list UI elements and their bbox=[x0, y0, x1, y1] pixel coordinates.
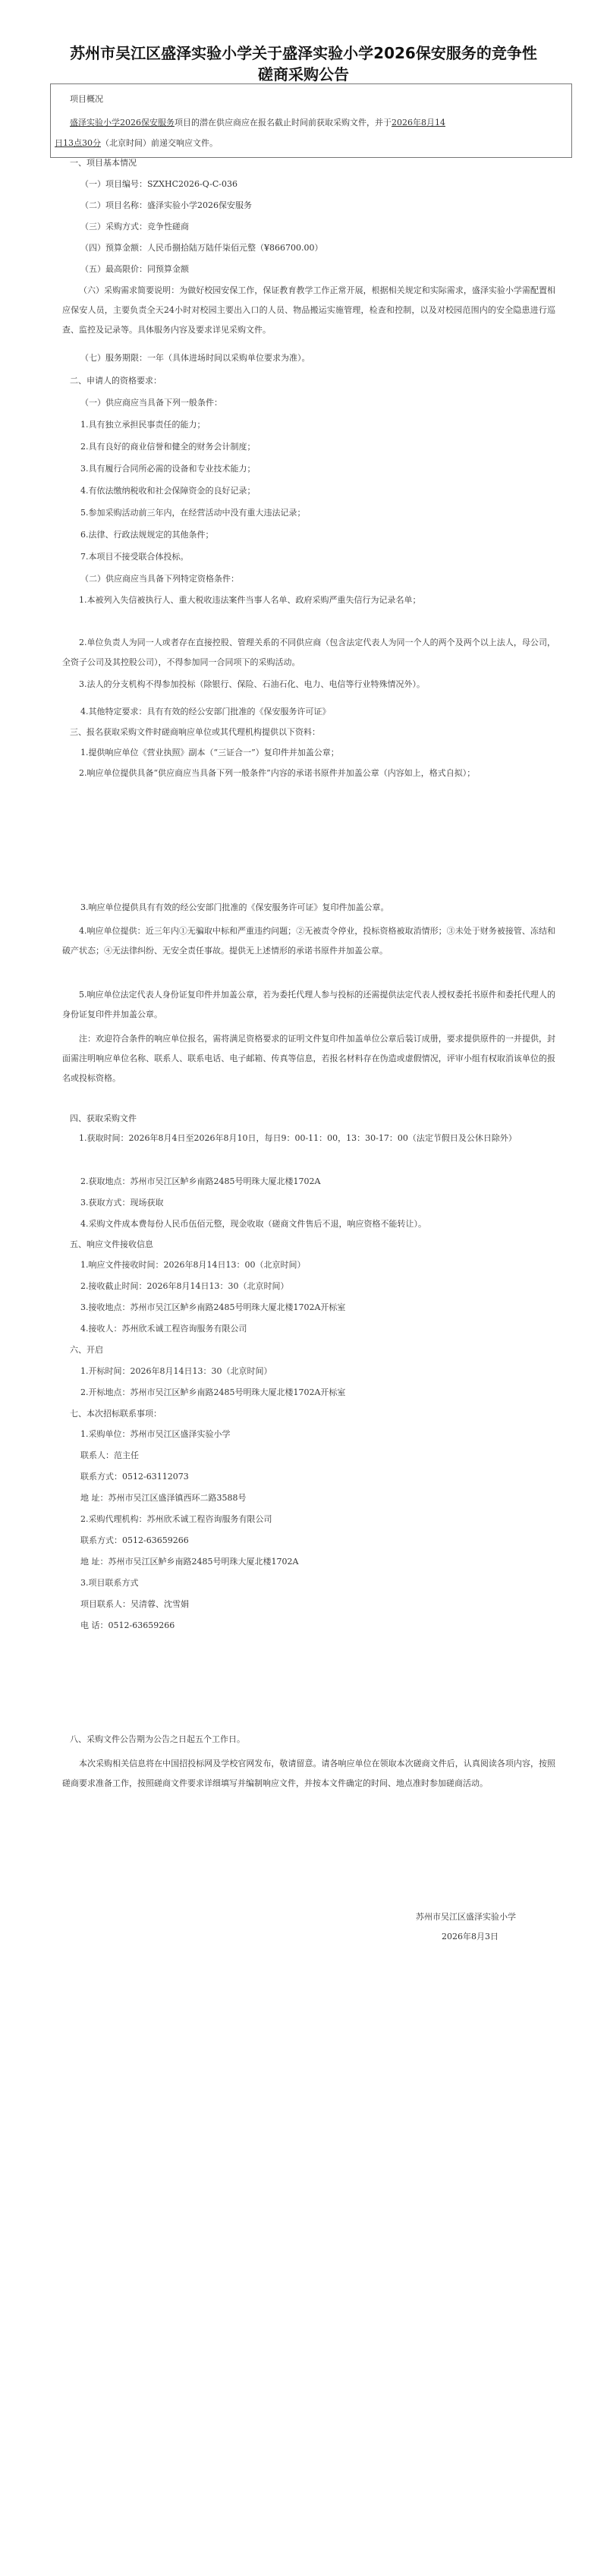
section-2-title: 二、申请人的资格要求： bbox=[70, 376, 162, 386]
s5-item: 2.接收截止时间：2026年8月14日13：30（北京时间） bbox=[80, 1281, 289, 1291]
s7-item: 3.项目联系方式 bbox=[80, 1578, 139, 1588]
s1-item: （二）项目名称：盛泽实验小学2026保安服务 bbox=[80, 200, 252, 210]
summary-project-link[interactable]: 盛泽实验小学2026保安服务 bbox=[70, 118, 175, 128]
s1-item-6: （六）采购需求简要说明：为做好校园安保工作，保证教育教学工作正常开展，根据相关规定和实际需求，盛泽实验小学需配置相应保安人员，主要负责全天24小时对校园主要出入口的人员、物品搬运实施管理，检查和控制，以及对校园范围内的安全隐患进行巡查、监控及记录等。具体服务内容及要求详见采购文件。 bbox=[62, 285, 555, 335]
s6-item: 2.开标地点：苏州市吴江区鲈乡南路2485号明珠大厦北楼1702A开标室 bbox=[80, 1387, 346, 1397]
s5-item: 4.接收人：苏州欣禾诚工程咨询服务有限公司 bbox=[80, 1324, 247, 1334]
s2-specific-item: 3.法人的分支机构不得参加投标（除银行、保险、石油石化、电力、电信等行业特殊情况外）。 bbox=[79, 679, 425, 689]
s5-item: 3.接收地点：苏州市吴江区鲈乡南路2485号明珠大厦北楼1702A开标室 bbox=[80, 1302, 346, 1312]
s7-item: 地 址：苏州市吴江区盛泽镇西环二路3588号 bbox=[80, 1493, 247, 1503]
s2-general-item: 1.具有独立承担民事责任的能力； bbox=[80, 420, 206, 430]
s3-item: 5.响应单位法定代表人身份证复印件并加盖公章，若为委托代理人参与投标的还需提供法定代表人授权委托书原件和委托代理人的身份证复印件并加盖公章。 bbox=[62, 990, 555, 1019]
s2-general-item: 3.具有履行合同所必需的设备和专业技术能力； bbox=[80, 464, 256, 474]
signature-date: 2026年8月3日 bbox=[442, 1932, 498, 1941]
s6-item: 1.开标时间：2026年8月14日13：30（北京时间） bbox=[80, 1366, 272, 1376]
s4-item: 1.获取时间：2026年8月4日至2026年8月10日，每日9：00-11：00，13：30-17：00（法定节假日及公休日除外） bbox=[79, 1133, 517, 1143]
s4-item: 2.获取地点：苏州市吴江区鲈乡南路2485号明珠大厦北楼1702A bbox=[80, 1176, 321, 1186]
summary-deadline-time: 日13点30分 bbox=[55, 138, 101, 148]
section-6-title: 六、开启 bbox=[70, 1345, 103, 1355]
s1-item: （一）项目编号：SZXHC2026-Q-C-036 bbox=[80, 179, 237, 189]
s1-item: （四）预算金额：人民币捌拾陆万陆仟柒佰元整（¥866700.00） bbox=[80, 243, 323, 253]
summary-text-line-2 bbox=[55, 138, 218, 149]
s2-general-item: 7.本项目不接受联合体投标。 bbox=[80, 552, 189, 562]
section-5-title: 五、响应文件接收信息 bbox=[70, 1239, 153, 1249]
s4-item: 3.获取方式：现场获取 bbox=[80, 1198, 164, 1208]
s3-item: 2.响应单位提供具备“供应商应当具备下列一般条件”内容的承诺书原件并加盖公章（内容如上，格式自拟）； bbox=[79, 768, 476, 778]
summary-text-after: （北京时间）前递交响应文件。 bbox=[101, 138, 218, 148]
summary-text-line-1 bbox=[70, 118, 445, 128]
s3-item: 1.提供响应单位《营业执照》副本（“三证合一”）复印件并加盖公章； bbox=[80, 748, 339, 757]
s3-item: 4.响应单位提供：近三年内①无骗取中标和严重违约问题；②无被责令停业，投标资格被取消情形；③未处于财务被接管、冻结和破产状态；④无法律纠纷、无安全责任事故。提供无上述情形的承诺书原件并加盖公章。 bbox=[62, 926, 555, 956]
closing-paragraph: 本次采购相关信息将在中国招投标网及学校官网发布，敬请留意。请各响应单位在领取本次磋商文件后，认真阅读各项内容，按照磋商要求准备工作，按照磋商文件要求详细填写并编制响应文件，并按本文件确定的时间、地点准时参加磋商活动。 bbox=[62, 1759, 555, 1788]
page-title bbox=[30, 43, 577, 85]
s2-general-item: 6.法律、行政法规规定的其他条件； bbox=[80, 530, 214, 540]
s2-specific-item: 4.其他特定要求：具有有效的经公安部门批准的《保安服务许可证》 bbox=[80, 707, 331, 716]
summary-deadline-date: 2026年8月14 bbox=[392, 118, 445, 128]
s7-item: 联系方式：0512-63659266 bbox=[80, 1535, 189, 1545]
s7-item: 联系人：范主任 bbox=[80, 1450, 139, 1460]
s7-item: 2.采购代理机构：苏州欣禾诚工程咨询服务有限公司 bbox=[80, 1514, 272, 1524]
section-1-title: 一、项目基本情况 bbox=[70, 158, 137, 168]
s2-general-item: 4.有依法缴纳税收和社会保障资金的良好记录； bbox=[80, 486, 256, 496]
s1-item-7: （七）服务期限：一年（具体进场时间以采购单位要求为准）。 bbox=[80, 353, 310, 363]
s1-item: （三）采购方式：竞争性磋商 bbox=[80, 222, 189, 231]
section-8-title: 八、采购文件公告期为公告之日起五个工作日。 bbox=[70, 1734, 245, 1744]
s1-item: （五）最高限价：同预算金额 bbox=[80, 264, 189, 274]
section-7-title: 七、本次招标联系事项： bbox=[70, 1409, 162, 1419]
s2-specific-title: （二）供应商应当具备下列特定资格条件： bbox=[80, 574, 239, 584]
s4-item: 4.采购文件成本费每份人民币伍佰元整，现金收取（磋商文件售后不退，响应资格不能转让）。 bbox=[80, 1219, 426, 1229]
s2-general-item: 2.具有良好的商业信誉和健全的财务会计制度； bbox=[80, 442, 256, 452]
summary-text-middle: 项目的潜在供应商应在报名截止时间前获取采购文件，并于 bbox=[175, 118, 392, 128]
s3-item: 3.响应单位提供具有有效的经公安部门批准的《保安服务许可证》复印件加盖公章。 bbox=[80, 902, 389, 912]
s2-general-title: （一）供应商应当具备下列一般条件： bbox=[80, 398, 222, 408]
section-4-title: 四、获取采购文件 bbox=[70, 1113, 137, 1123]
summary-heading: 项目概况 bbox=[70, 94, 103, 104]
s7-item: 项目联系人：吴清蓉、沈雪娟 bbox=[80, 1599, 189, 1609]
s7-item: 电 话：0512-63659266 bbox=[80, 1620, 175, 1630]
section-3-title: 三、报名获取采购文件时磋商响应单位或其代理机构提供以下资料： bbox=[70, 727, 320, 737]
s5-item: 1.响应文件接收时间：2026年8月14日13：00（北京时间） bbox=[80, 1260, 306, 1270]
s2-specific-item: 1.本被列入失信被执行人、重大税收违法案件当事人名单、政府采购严重失信行为记录名单； bbox=[79, 595, 421, 605]
title-line-2: 磋商采购公告 bbox=[258, 65, 349, 83]
s3-note: 注：欢迎符合条件的响应单位报名，需将满足资格要求的证明文件复印件加盖单位公章后装订成册，要求提供原件的一并提供，封面需注明响应单位名称、联系人、联系电话、电子邮箱、传真等信息，若报名材料存在伪造或虚假情况，评审小组有权取消该单位的报名或投标资格。 bbox=[62, 1034, 555, 1083]
s7-item: 1.采购单位：苏州市吴江区盛泽实验小学 bbox=[80, 1429, 231, 1439]
s7-item: 联系方式：0512-63112073 bbox=[80, 1472, 189, 1482]
s7-item: 地 址：苏州市吴江区鲈乡南路2485号明珠大厦北楼1702A bbox=[80, 1557, 299, 1567]
title-line-1: 苏州市吴江区盛泽实验小学关于盛泽实验小学2026保安服务的竞争性 bbox=[70, 44, 537, 62]
s2-general-item: 5.参加采购活动前三年内，在经营活动中没有重大违法记录； bbox=[80, 508, 306, 518]
signature-org: 苏州市吴江区盛泽实验小学 bbox=[416, 1912, 516, 1922]
s2-specific-item: 2.单位负责人为同一人或者存在直接控股、管理关系的不同供应商（包含法定代表人为同一个人的两个及两个以上法人，母公司，全资子公司及其控股公司），不得参加同一合同项下的采购活动。 bbox=[62, 638, 555, 667]
